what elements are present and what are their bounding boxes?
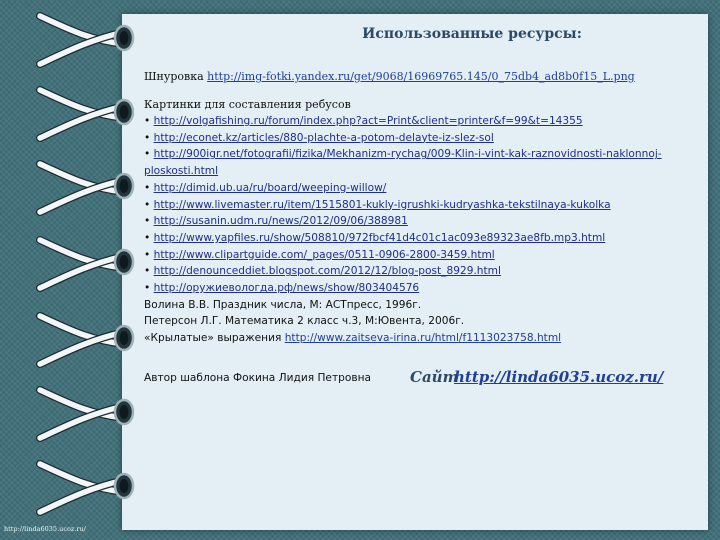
lace-strand-shadow bbox=[40, 90, 124, 118]
lace-strand-shadow bbox=[40, 240, 124, 268]
resource-link[interactable]: http://www.livemaster.ru/item/1515801-kukly-igrushki-kudryashka-tekstilnaya-kukolka bbox=[153, 198, 611, 211]
list-item: • http://900igr.net/fotografii/fizika/Mekhanizm-rychag/009-Klin-i-vint-kak-raznovidnosti-naklonnoj-ploskosti.html bbox=[144, 148, 662, 178]
lace-strand-shadow bbox=[40, 164, 124, 192]
template-author: Автор шаблона Фокина Лидия Петровна bbox=[144, 372, 371, 384]
lace-strand-shadow bbox=[40, 106, 124, 138]
lace-strand bbox=[40, 106, 124, 138]
resource-link[interactable]: http://susanin.udm.ru/news/2012/09/06/388981 bbox=[153, 215, 408, 228]
lace-strand bbox=[40, 256, 124, 288]
lacing-credit bbox=[144, 70, 704, 83]
list-item: • http://dimid.ub.ua/ru/board/weeping-willow/ bbox=[144, 181, 387, 194]
lace-strand bbox=[40, 480, 124, 512]
list-item: • http://www.livemaster.ru/item/1515801-kukly-igrushki-kudryashka-tekstilnaya-kukolka bbox=[144, 198, 611, 211]
list-item: • http://denounceddiet.blogspot.com/2012/12/blog-post_8929.html bbox=[144, 265, 501, 278]
resource-link[interactable]: http://оружиевологда.рф/news/show/803404576 bbox=[153, 282, 420, 295]
lace-strand bbox=[40, 332, 124, 364]
lace-strand-shadow bbox=[40, 480, 124, 512]
lace-strand-shadow bbox=[40, 16, 124, 44]
resource-link[interactable]: http://denounceddiet.blogspot.com/2012/12/blog-post_8929.html bbox=[153, 265, 501, 278]
list-item: • http://оружиевологда.рф/news/show/803404576 bbox=[144, 282, 420, 295]
lace-strand-shadow bbox=[40, 316, 124, 344]
lace-strand bbox=[40, 16, 124, 44]
lace-strand-shadow bbox=[40, 406, 124, 438]
list-item: • http://susanin.udm.ru/news/2012/09/06/388981 bbox=[144, 215, 408, 228]
page-title: Использованные ресурсы: bbox=[362, 26, 582, 42]
resource-link[interactable]: http://www.yapfiles.ru/show/508810/972fbcf41d4c01c1ac093e89323ae8fb.mp3.html bbox=[153, 231, 606, 244]
site-link[interactable]: http://linda6035.ucoz.ru/ bbox=[454, 368, 664, 386]
lacing-label: Шнуровка bbox=[144, 70, 204, 83]
list-item: • http://volgafishing.ru/forum/index.php?act=Print&client=printer&f=99&t=14355 bbox=[144, 115, 583, 127]
lace-strand-shadow bbox=[40, 332, 124, 364]
resources-heading: Картинки для составления ребусов bbox=[144, 98, 351, 111]
lace-strand bbox=[40, 240, 124, 268]
book-reference: Волина В.В. Праздник числа, М: АСТпресс, 1996г. bbox=[144, 298, 422, 311]
lace-group bbox=[40, 16, 133, 512]
list-item: • http://www.clipartguide.com/_pages/0511-0906-2800-3459.html bbox=[144, 248, 495, 261]
lace-strand-shadow bbox=[40, 390, 124, 418]
lace-strand-shadow bbox=[40, 256, 124, 288]
lace-strand-shadow bbox=[40, 464, 124, 492]
list-item: • http://www.yapfiles.ru/show/508810/972fbcf41d4c01c1ac093e89323ae8fb.mp3.html bbox=[144, 231, 606, 244]
resource-link[interactable]: http://econet.kz/articles/880-plachte-a-potom-delayte-iz-slez-sol bbox=[153, 131, 494, 144]
lace-strand bbox=[40, 32, 124, 64]
lace-strand bbox=[40, 464, 124, 492]
resources-section bbox=[144, 98, 704, 347]
lace-strand-shadow bbox=[40, 180, 124, 212]
quotes-link[interactable]: http://www.zaitseva-irina.ru/html/f1113023758.html bbox=[284, 332, 562, 345]
content-page bbox=[122, 14, 708, 530]
resource-link[interactable]: http://900igr.net/fotografii/fizika/Mekhanizm-rychag/009-Klin-i-vint-kak-raznovidnosti-naklonnoj-ploskosti.html bbox=[144, 148, 662, 178]
lace-strand bbox=[40, 90, 124, 118]
lace-strand bbox=[40, 180, 124, 212]
resource-link[interactable]: http://dimid.ub.ua/ru/board/weeping-willow/ bbox=[153, 181, 387, 194]
site-label: Сайт bbox=[410, 368, 459, 386]
author-row bbox=[144, 368, 704, 398]
resource-link[interactable]: http://www.clipartguide.com/_pages/0511-0906-2800-3459.html bbox=[153, 248, 495, 261]
book-reference: Петерсон Л.Г. Математика 2 класс ч.3, М:Ювента, 2006г. bbox=[144, 315, 465, 328]
lace-strand-shadow bbox=[40, 32, 124, 64]
resource-link[interactable]: http://volgafishing.ru/forum/index.php?act=Print&client=printer&f=99&t=14355 bbox=[153, 115, 583, 127]
quotes-label: «Крылатые» выражения bbox=[144, 332, 282, 345]
lace-strand bbox=[40, 390, 124, 418]
quotes-reference bbox=[144, 330, 704, 347]
resources-list bbox=[144, 113, 704, 297]
lace-strand bbox=[40, 406, 124, 438]
lace-strand bbox=[40, 164, 124, 192]
lace-strand bbox=[40, 316, 124, 344]
footer-url[interactable]: http://linda6035.ucoz.ru/ bbox=[4, 525, 86, 533]
list-item: • http://econet.kz/articles/880-plachte-a-potom-delayte-iz-slez-sol bbox=[144, 131, 494, 144]
lacing-link[interactable]: http://img-fotki.yandex.ru/get/9068/16969765.145/0_75db4_ad8b0f15_L.png bbox=[207, 70, 635, 83]
